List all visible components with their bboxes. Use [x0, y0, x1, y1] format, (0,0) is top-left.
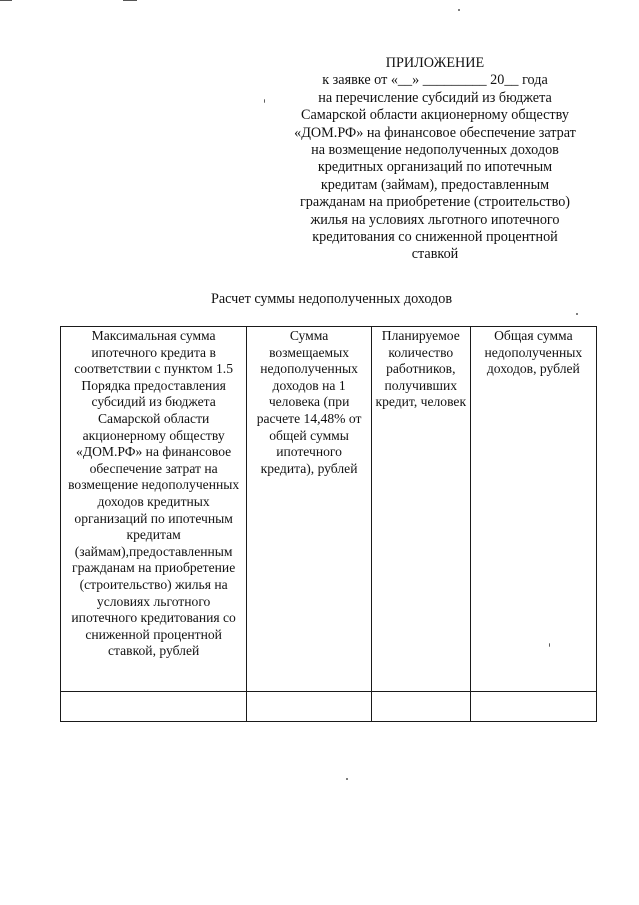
- appendix-line: Самарской области акционерному обществу: [301, 107, 569, 124]
- appendix-line: ставкой: [411, 246, 459, 263]
- appendix-line: к заявке от «__» _________ 20__ года: [322, 72, 548, 89]
- scan-speck: [123, 0, 137, 1]
- header-reimbursed-per-person: Сумма возмещаемых недополученных доходов на 1 человека (при расчете 14,48% от общей суммы ипотечного кредита), рублей: [247, 327, 372, 692]
- header-total-lost-income: Общая сумма недополученных доходов, рублей: [470, 327, 596, 692]
- appendix-title: ПРИЛОЖЕНИЕ: [385, 55, 485, 71]
- appendix-line: кредитования со сниженной процентной: [312, 229, 558, 246]
- appendix-line: на возмещение недополученных доходов: [311, 142, 559, 159]
- appendix-line: жилья на условиях льготного ипотечного: [310, 211, 560, 228]
- scan-speck: [458, 9, 460, 11]
- table-cell: [371, 692, 470, 722]
- scan-speck: [346, 778, 348, 780]
- scan-speck: [264, 99, 265, 103]
- table-cell: [470, 692, 596, 722]
- calculation-table: [60, 326, 597, 722]
- table-cell: [61, 692, 247, 722]
- appendix-line: кредитных организаций по ипотечным: [317, 159, 553, 176]
- appendix-line: кредитам (займам), предоставленным: [320, 176, 550, 193]
- scan-speck: [0, 0, 12, 1]
- table-row: [61, 692, 597, 722]
- scan-speck: [549, 643, 550, 647]
- appendix-line: на перечисление субсидий из бюджета: [318, 89, 552, 106]
- header-max-credit-amount: Максимальная сумма ипотечного кредита в соответствии с пунктом 1.5 Порядка предоставления субсидий из бюджета Самарской области акционерному обществу «ДОМ.РФ» на финансовое обеспечение затрат на возмещение недополученных доходов кредитных организаций по ипотечным кредитам (займам),предоставленным гражданам на приобретение (строительство) жилья на условиях льготного ипотечного кредитования со сниженной процентной ставкой, рублей: [61, 327, 247, 692]
- scan-speck: [576, 313, 578, 315]
- table-header-row: [61, 327, 597, 692]
- appendix-line: «ДОМ.РФ» на финансовое обеспечение затрат: [294, 124, 576, 141]
- appendix-line: гражданам на приобретение (строительство): [299, 194, 571, 211]
- header-planned-employees: Планируемое количество работников, получивших кредит, человек: [371, 327, 470, 692]
- table-cell: [247, 692, 372, 722]
- appendix-block: [270, 55, 600, 264]
- document-heading: Расчет суммы недополученных доходов: [210, 291, 453, 307]
